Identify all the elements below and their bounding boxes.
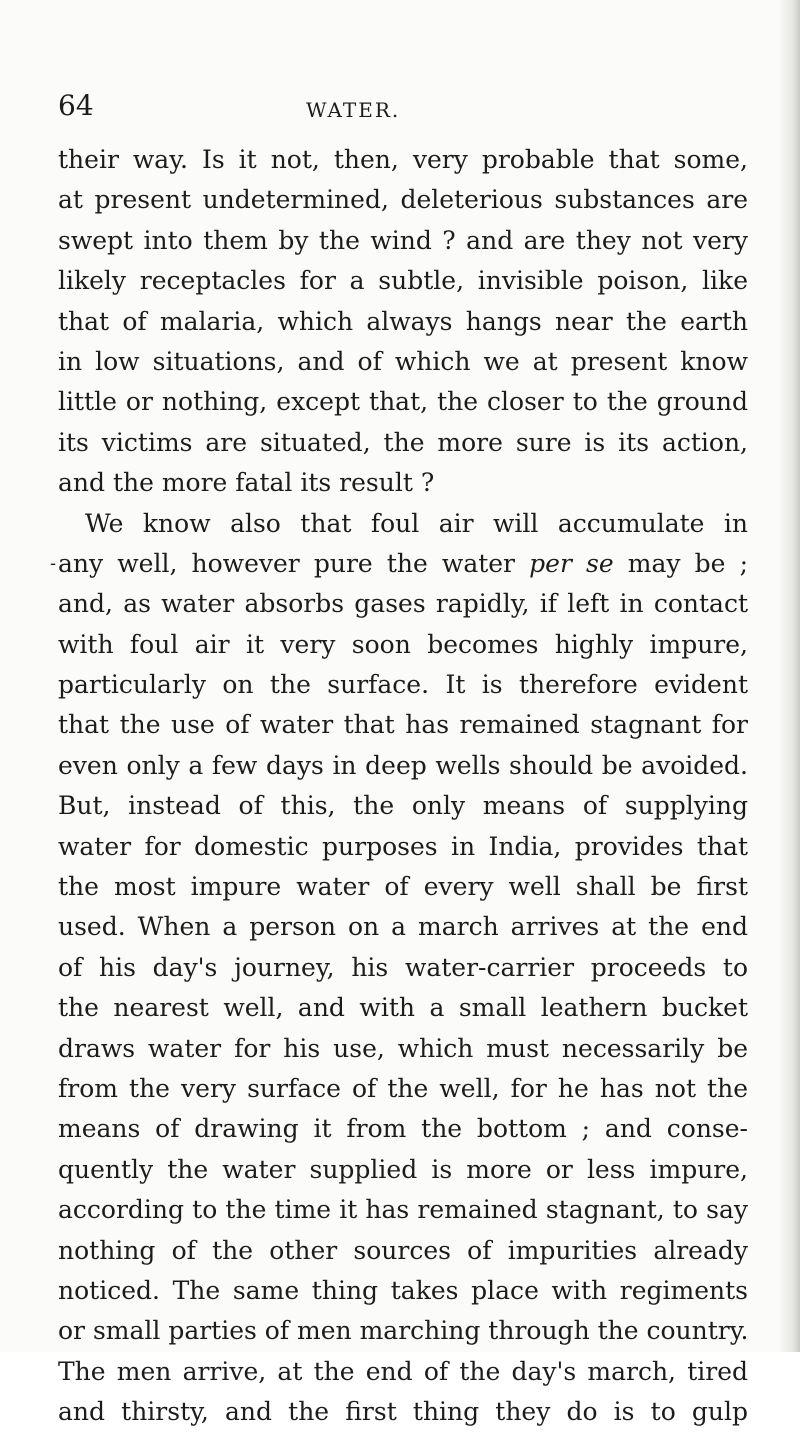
text-line: even only a few days in deep wells should be avoided.: [58, 750, 748, 780]
text-line: of his day's journey, his water-carrier proceeds to: [58, 952, 748, 982]
page-edge-shadow: [778, 0, 800, 1352]
text-line: particularly on the surface. It is therefore evident: [58, 670, 748, 700]
running-head: [58, 86, 748, 126]
text-line: used. When a person on a march arrives at the end: [58, 912, 748, 942]
italic-phrase: per se: [529, 548, 614, 578]
text-line: the nearest well, and with a small leathern bucket: [58, 993, 748, 1023]
text-line: noticed. The same thing takes place with regiments: [58, 1275, 748, 1305]
text-line: its victims are situated, the more sure is its action,: [58, 427, 748, 457]
text-line: their way. Is it not, then, very probable that some,: [58, 145, 748, 174]
page-number: 64: [58, 89, 94, 122]
text-line: The men arrive, at the end of the day's march, tired: [58, 1356, 748, 1386]
text-line: likely receptacles for a subtle, invisible poison, like: [58, 266, 748, 296]
text-line: with foul air it very soon becomes highly impure,: [58, 629, 748, 659]
text-segment: may be ;: [613, 548, 749, 578]
text-line: swept into them by the wind ? and are they not very: [58, 225, 748, 255]
text-line-with-italic: [50, 544, 749, 584]
text-segment: any well, however pure the water: [58, 548, 530, 578]
text-line: according to the time it has remained stagnant, to say: [58, 1195, 748, 1225]
paragraph-start-line: We know also that foul air will accumulate in: [85, 508, 748, 538]
text-line: draws water for his use, which must necessarily be: [58, 1033, 748, 1063]
text-line: from the very surface of the well, for he has not the: [58, 1073, 748, 1103]
body-text: [50, 140, 749, 1433]
text-line: in low situations, and of which we at present know: [58, 346, 748, 376]
text-line: that the use of water that has remained stagnant for: [58, 710, 748, 740]
text-line: or small parties of men marching through the country.: [58, 1316, 749, 1346]
text-line: little or nothing, except that, the closer to the ground: [58, 387, 748, 417]
margin-mark: -: [50, 552, 57, 574]
text-line: nothing of the other sources of impurities already: [58, 1235, 748, 1265]
text-line: water for domestic purposes in India, provides that: [58, 831, 748, 861]
running-title: WATER.: [306, 98, 401, 122]
text-line: the most impure water of every well shall be first: [58, 872, 748, 902]
text-line: and, as water absorbs gases rapidly, if left in contact: [58, 589, 748, 619]
text-line: quently the water supplied is more or less impure,: [58, 1154, 748, 1184]
text-line: and the more fatal its result ?: [58, 468, 435, 498]
text-line: But, instead of this, the only means of supplying: [58, 791, 748, 821]
text-line: and thirsty, and the first thing they do is to gulp: [58, 1397, 748, 1427]
text-line: at present undetermined, deleterious substances are: [58, 185, 748, 215]
text-line: means of drawing it from the bottom ; and conse-: [58, 1114, 748, 1144]
text-line: that of malaria, which always hangs near the earth: [58, 306, 748, 336]
